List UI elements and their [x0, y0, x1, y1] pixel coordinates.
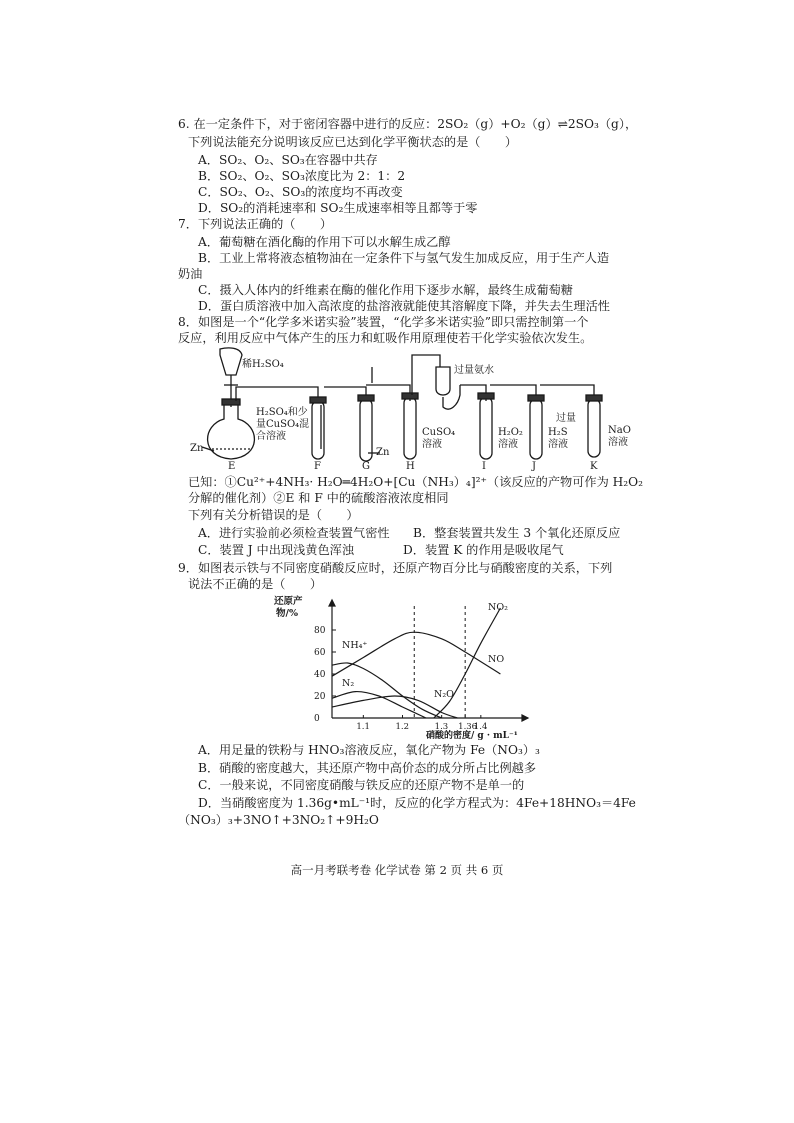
y-tick-label: 80: [314, 626, 326, 636]
q6-option-b: B．SO₂、O₂、SO₃浓度比为 2：1：2: [198, 169, 406, 183]
tube-i: [480, 397, 492, 459]
x-tick-label: 1.2: [395, 722, 410, 732]
label-h: H: [406, 461, 415, 472]
q6-option-d: D．SO₂的消耗速率和 SO₂生成速率相等且都等于零: [198, 201, 478, 215]
page-footer: 高一月考联考卷 化学试卷 第 2 页 共 6 页: [290, 863, 504, 877]
q6-option-a: A．SO₂、O₂、SO₃在容器中共存: [198, 153, 378, 167]
q7-option-b: B．工业上常将液态植物油在一定条件下与氢气发生加成反应，用于生产人造: [198, 251, 610, 265]
label-h2s-1: H₂S: [548, 427, 568, 438]
x-axis-label: 硝酸的密度/ g · mL⁻¹: [426, 731, 518, 741]
q9-option-c: C．一般来说，不同密度硝酸与铁反应的还原产物不是单一的: [198, 778, 525, 792]
label-h2o2-1: H₂O₂: [498, 427, 523, 438]
tube-h: [404, 397, 416, 459]
label-zn: Zn: [190, 443, 204, 454]
domino-apparatus-figure: [190, 345, 650, 473]
label-k: K: [590, 461, 598, 472]
x-tick-label: 1.36: [458, 722, 478, 732]
q7-stem: 7．下列说法正确的（ ）: [178, 217, 333, 231]
q8-known-1: 已知：①Cu²⁺+4NH₃· H₂O═4H₂O+[Cu（NH₃）₄]²⁺（该反应的产物可作为 H₂O₂: [188, 475, 644, 489]
q8-stem: 8．如图是一个“化学多米诺实验”装置，“化学多米诺实验”即只需控制第一个: [178, 315, 589, 329]
y-tick-label: 20: [314, 692, 326, 702]
tube-g: [360, 399, 372, 461]
flask-e: [208, 403, 255, 459]
series-line-3: [332, 692, 426, 718]
label-mix-3: 合溶液: [256, 431, 286, 442]
q9-option-a: A．用足量的铁粉与 HNO₃溶液反应，氧化产物为 Fe（NO₃）₃: [198, 743, 540, 757]
x-tick-label: 1.4: [473, 722, 488, 732]
q6-stem-cont: 下列说法能充分说明该反应已达到化学平衡状态的是（ ）: [188, 135, 518, 149]
q9-option-b: B．硝酸的密度越大，其还原产物中高价态的成分所占比例越多: [198, 761, 537, 775]
label-cuso4-1: CuSO₄: [422, 427, 456, 438]
q7-option-d: D．蛋白质溶液中加入高浓度的盐溶液就能使其溶解度下降，并失去生理活性: [198, 299, 610, 313]
label-e: E: [228, 461, 236, 472]
q9-stem-cont: 说法不正确的是（ ）: [188, 577, 323, 591]
label-ammonia: 过量氨水: [454, 365, 494, 376]
tube-k: [588, 399, 600, 457]
q9-option-d-cont: （NO₃）₃+3NO↑+3NO₂↑+9H₂O: [178, 813, 379, 827]
label-naoh-1: NaO: [608, 425, 631, 436]
y-tick-label: 0: [314, 714, 320, 724]
label-h2s-2: 溶液: [548, 439, 568, 450]
q8-ask: 下列有关分析错误的是（ ）: [188, 508, 359, 522]
q7-option-b-cont: 奶油: [178, 267, 203, 281]
label-acid: 稀H₂SO₄: [242, 359, 284, 370]
tube-j: [530, 399, 542, 459]
q8-option-a: A．进行实验前必须检查装置气密性: [198, 526, 390, 540]
series-label: NO₂: [488, 602, 508, 613]
label-mix-1: H₂SO₄和少: [256, 407, 308, 418]
series-line-2: [332, 663, 442, 718]
ammonia-bulb: [436, 367, 450, 395]
q8-option-c: C．装置 J 中出现浅黄色浑浊: [198, 543, 355, 557]
label-zn-g: Zn: [376, 447, 390, 458]
y-axis-label-1: 还原产: [274, 596, 303, 607]
q9-option-d: D．当硝酸密度为 1.36g•mL⁻¹时，反应的化学方程式为：4Fe+18HNO₃＝4Fe: [198, 796, 636, 810]
label-j: J: [532, 461, 537, 472]
y-axis-label-2: 物/%: [276, 608, 298, 619]
label-naoh-2: 溶液: [608, 437, 628, 448]
label-cuso4-2: 溶液: [422, 439, 442, 450]
series-label: NO: [488, 654, 505, 665]
x-tick-label: 1.1: [356, 722, 370, 732]
dropping-funnel: [220, 348, 242, 375]
y-tick-label: 60: [314, 648, 326, 658]
q9-stem: 9．如图表示铁与不同密度硝酸反应时，还原产物百分比与硝酸密度的关系，下列: [178, 561, 613, 575]
q6-stem: 6. 在一定条件下，对于密闭容器中进行的反应：2SO₂（g）+O₂（g）⇌2SO₃（g），: [178, 117, 638, 131]
q7-option-c: C．摄入人体内的纤维素在酶的催化作用下逐步水解，最终生成葡萄糖: [198, 283, 573, 297]
label-mix-2: 量CuSO₄混: [256, 419, 310, 430]
q7-option-a: A．葡萄糖在酒化酶的作用下可以水解生成乙醇: [198, 235, 451, 249]
series-label: N₂O: [434, 689, 454, 700]
series-label: NH₄⁺: [342, 640, 368, 651]
q6-option-c: C．SO₂、O₂、SO₃的浓度均不再改变: [198, 185, 403, 199]
series-label: N₂: [342, 678, 355, 689]
q8-known-2: 分解的催化剂）②E 和 F 中的硫酸溶液浓度相同: [188, 491, 449, 505]
label-i: I: [482, 461, 486, 472]
q8-option-d: D．装置 K 的作用是吸收尾气: [403, 543, 564, 557]
x-tick-label: 1.3: [434, 722, 449, 732]
label-f: F: [314, 461, 321, 472]
label-h2o2-2: 溶液: [498, 439, 518, 450]
q8-option-b: B．整套装置共发生 3 个氧化还原反应: [413, 526, 621, 540]
label-g: G: [362, 461, 370, 472]
q8-stem-cont: 反应，利用反应中气体产生的压力和虹吸作用原理使若干化学实验依次发生。: [178, 331, 593, 345]
label-h2s-0: 过量: [556, 413, 576, 424]
tube-f: [312, 401, 324, 459]
nitrate-reduction-chart: [270, 592, 540, 742]
y-tick-label: 40: [314, 670, 326, 680]
